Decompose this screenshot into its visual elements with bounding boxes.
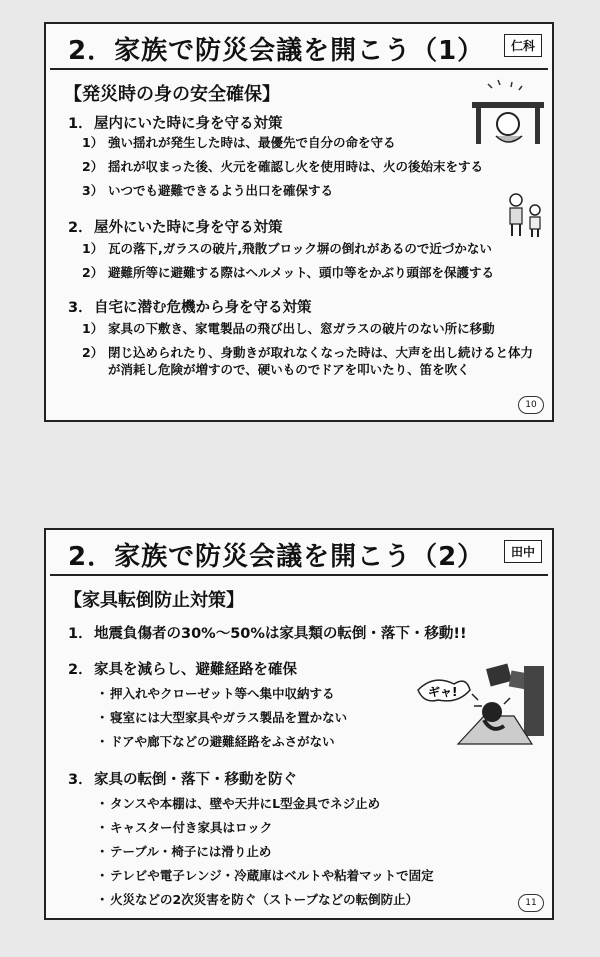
scream-text: ギャ! xyxy=(428,685,458,699)
slide-title: 2．家族で防災会議を開こう（1） xyxy=(68,36,485,66)
page-number: 10 xyxy=(518,396,544,414)
presenter-tag: 田中 xyxy=(504,540,542,563)
list-item: 1） 瓦の落下,ガラスの破片,飛散ブロック塀の倒れがあるので近づかない xyxy=(82,241,492,256)
presenter-tag: 仁科 xyxy=(504,34,542,57)
list-item: 2） 避難所等に避難する際はヘルメット、頭巾等をかぶり頭部を保護する xyxy=(82,265,495,280)
bullet-item: ・テレビや電子レンジ・冷蔵庫はベルトや粘着マットで固定 xyxy=(96,868,434,883)
section-heading: 【家具転倒防止対策】 xyxy=(64,590,244,611)
title-divider xyxy=(50,574,548,576)
bullet-item: ・ドアや廊下などの避難経路をふさがない xyxy=(96,734,335,749)
hide-under-desk-illustration xyxy=(468,76,548,148)
list-item: 2） 閉じ込められたり、身動きが取れなくなった時は、大声を出し続けると体力が消耗し危険が増すので、硬いものでドアを叩いたり、笛を吹く xyxy=(82,345,534,377)
list-item: 2） 揺れが収まった後、火元を確認し火を使用時は、火の後始末をする xyxy=(82,159,484,174)
slide-title: 2．家族で防災会議を開こう（2） xyxy=(68,542,485,572)
list-item: 3） いつでも避難できるよう出口を確保する xyxy=(82,183,334,198)
slide-1 xyxy=(44,22,554,422)
bullet-item: ・押入れやクローゼット等へ集中収納する xyxy=(96,686,335,701)
group-heading: 2．屋外にいた時に身を守る対策 xyxy=(68,220,283,236)
group-heading: 1．屋内にいた時に身を守る対策 xyxy=(68,116,283,132)
group-heading: 3．家具の転倒・落下・移動を防ぐ xyxy=(68,772,297,788)
group-heading: 3．自宅に潜む危機から身を守る対策 xyxy=(68,300,312,316)
list-item: 1） 家具の下敷き、家電製品の飛び出し、窓ガラスの破片のない所に移動 xyxy=(82,321,495,336)
slide-2 xyxy=(44,528,554,920)
group-heading: 2．家具を減らし、避難経路を確保 xyxy=(68,662,297,678)
group-heading: 1．地震負傷者の30%～50%は家具類の転倒・落下・移動!! xyxy=(68,626,467,642)
page-number: 11 xyxy=(518,894,544,912)
section-heading: 【発災時の身の安全確保】 xyxy=(64,84,280,105)
bullet-item: ・キャスター付き家具はロック xyxy=(96,820,273,835)
falling-furniture-illustration xyxy=(414,660,550,752)
bullet-item: ・タンスや本棚は、壁や天井にL型金具でネジ止め xyxy=(96,796,381,811)
bullet-item: ・火災などの2次災害を防ぐ（ストーブなどの転倒防止） xyxy=(96,892,419,907)
bullet-item: ・寝室には大型家具やガラス製品を置かない xyxy=(96,710,348,725)
title-divider xyxy=(50,68,548,70)
people-outdoors-illustration xyxy=(502,190,548,240)
bullet-item: ・テーブル・椅子には滑り止め xyxy=(96,844,272,859)
list-item: 1） 強い揺れが発生した時は、最優先で自分の命を守る xyxy=(82,135,396,150)
